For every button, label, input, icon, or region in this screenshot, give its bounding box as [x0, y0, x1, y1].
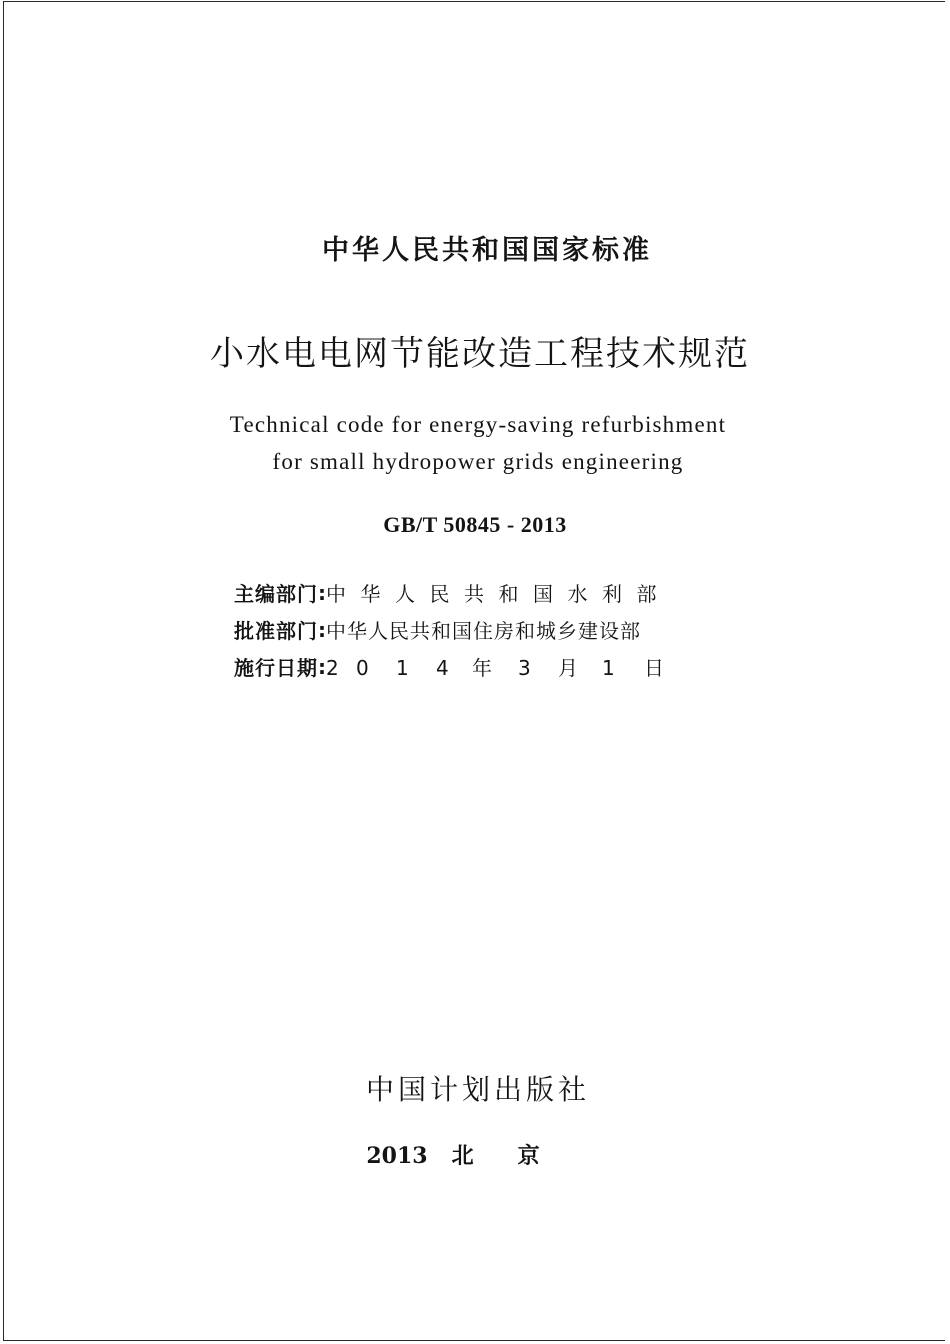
date-year-char: 年: [472, 656, 492, 680]
date-digit: 3: [518, 656, 531, 680]
separator: :: [318, 617, 326, 642]
date-digit: 1: [396, 656, 409, 680]
english-title-line-2: for small hydropower grids engineering: [272, 449, 684, 474]
approval-dept-label: 批准部门: [234, 619, 318, 643]
date-digit: 2: [326, 656, 339, 680]
chief-dept-value: 中华人民共和国水利部: [326, 582, 671, 606]
separator: :: [318, 654, 326, 679]
standard-class-heading: 中华人民共和国国家标准: [322, 235, 652, 266]
publication-year-city: [0, 1139, 950, 1170]
standard-number: GB/T 50845 - 2013: [383, 512, 567, 537]
effective-date-value: [326, 652, 666, 681]
info-block: [234, 574, 671, 685]
date-digit: 4: [436, 656, 449, 680]
approval-dept-row: [234, 611, 671, 648]
date-digit: 1: [602, 656, 615, 680]
date-month-char: 月: [558, 656, 578, 680]
publication-year: 2013: [366, 1143, 428, 1169]
approval-dept-value: 中华人民共和国住房和城乡建设部: [326, 619, 641, 643]
date-digit: 0: [356, 656, 369, 680]
chief-dept-label: 主编部门: [234, 582, 318, 606]
chinese-title: 小水电电网节能改造工程技术规范: [210, 334, 750, 374]
separator: :: [318, 580, 326, 605]
effective-date-label: 施行日期: [234, 656, 318, 680]
english-title-line-1: Technical code for energy-saving refurbishment: [229, 412, 727, 437]
publication-city: 北京: [451, 1143, 584, 1169]
date-day-char: 日: [644, 656, 664, 680]
effective-date-row: [234, 648, 671, 685]
chief-dept-row: [234, 574, 671, 611]
publisher-name: 中国计划出版社: [365, 1073, 590, 1106]
